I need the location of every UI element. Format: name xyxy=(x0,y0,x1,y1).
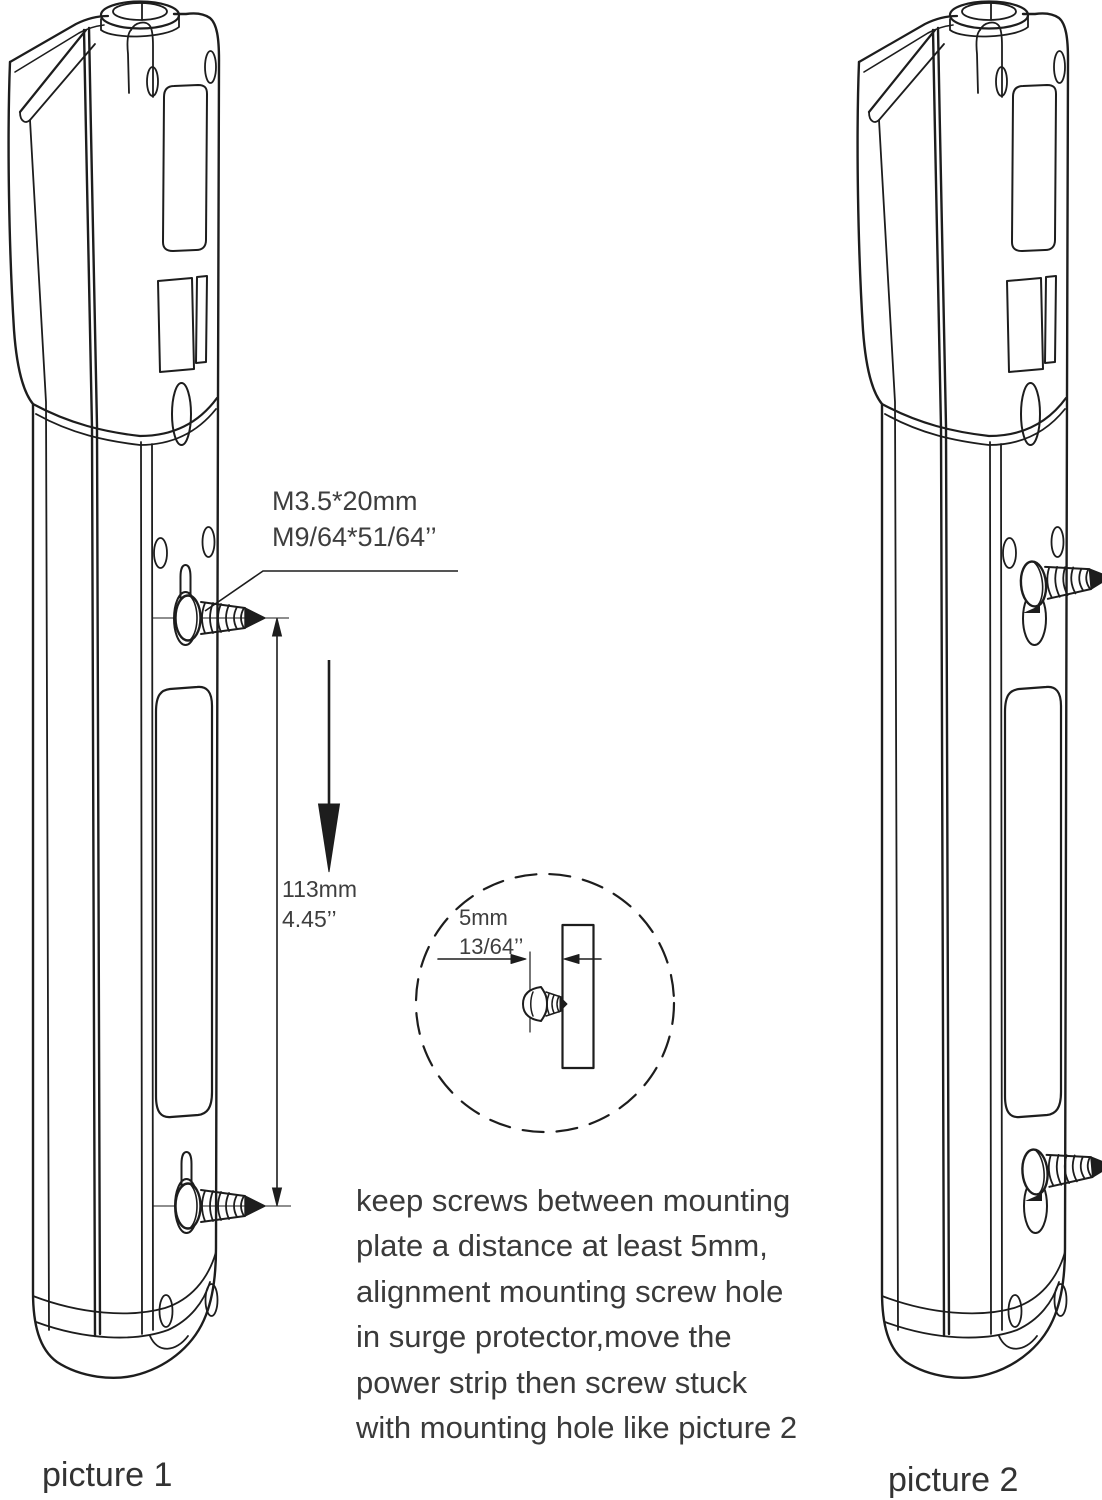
mounting-screw-icon xyxy=(1021,1143,1102,1196)
screw-distance-label xyxy=(282,874,357,935)
screw-spec-imperial: M9/64*51/64’’ xyxy=(272,521,437,552)
screw-spec-label xyxy=(272,484,437,555)
wall-gap-imperial: 13/64’’ xyxy=(459,934,524,960)
instruction-line: with mounting hole like picture 2 xyxy=(356,1409,798,1445)
wall-gap-metric: 5mm xyxy=(459,905,508,930)
screw-distance-imperial: 4.45’’ xyxy=(282,906,337,933)
move-down-arrow xyxy=(319,660,340,872)
wall-gap-label xyxy=(459,903,523,961)
instruction-line: alignment mounting screw hole xyxy=(356,1273,784,1309)
instruction-text xyxy=(356,1178,876,1450)
dimension-arrowhead-up xyxy=(273,618,282,636)
mounting-screw-icon xyxy=(1019,555,1102,608)
side-view-screw-icon xyxy=(523,987,567,1021)
dimension-arrowhead-down xyxy=(273,1188,282,1206)
detail-zoom-view xyxy=(416,874,674,1132)
power-strip-drawing-picture-1 xyxy=(9,2,291,1378)
picture-2-caption: picture 2 xyxy=(888,1461,1019,1499)
height-dimension xyxy=(273,618,282,1206)
instruction-line: keep screws between mounting xyxy=(356,1183,791,1218)
instruction-line: power strip then screw stuck xyxy=(356,1364,748,1400)
wall-plate-section xyxy=(563,925,594,1068)
power-strip-drawing-picture-2 xyxy=(858,2,1102,1378)
screw-distance-metric: 113mm xyxy=(282,876,357,902)
screw-spec-metric: M3.5*20mm xyxy=(272,486,418,516)
instruction-line: plate a distance at least 5mm, xyxy=(356,1228,768,1264)
spec-leader-line xyxy=(205,571,458,611)
instruction-line: in surge protector,move the xyxy=(356,1319,732,1355)
picture-1-caption: picture 1 xyxy=(42,1456,173,1494)
